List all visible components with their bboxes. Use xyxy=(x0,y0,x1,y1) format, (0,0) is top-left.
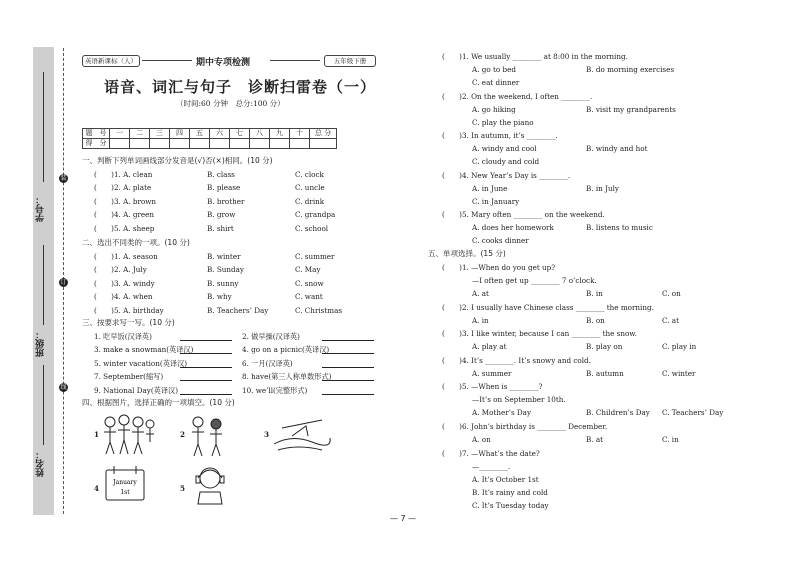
calendar-day: 1st xyxy=(120,489,130,496)
part1-heading: 一、判断下列单词画线部分发音是(√)否(×)相同。(10 分) xyxy=(82,156,273,165)
picture-label: 1 xyxy=(94,430,100,439)
question-stem: ( )5. Mary often ________ on the weekend. xyxy=(442,210,605,219)
option-b: B. listens to music xyxy=(586,223,653,232)
question-stem: ( )1. —When do you get up? xyxy=(442,263,556,272)
option-c: C. cloudy and cold xyxy=(472,157,540,166)
score-table xyxy=(82,128,337,149)
question-stem-line2: —I often get up ________ 7 o’clock. xyxy=(472,276,597,285)
translation-prompt: 9. National Day(英译汉) xyxy=(94,385,179,395)
option: B. autumn xyxy=(586,369,624,378)
score-header-cell: 五 xyxy=(190,129,210,139)
translation-prompt: 1. 吃早饭(汉译英) xyxy=(94,332,152,341)
part5-heading: 五、单项选择。(15 分) xyxy=(428,249,506,258)
question-choice-b: B. Teachers’ Day xyxy=(207,305,269,315)
score-cell[interactable] xyxy=(190,139,210,149)
binding-hole: 装 xyxy=(60,175,67,182)
option: B. at xyxy=(586,435,604,444)
question-choice-c: C. drink xyxy=(295,196,325,206)
translation-prompt: 5. winter vacation(英译汉) xyxy=(94,358,188,368)
question-choice-a: ( )1. A. season xyxy=(94,252,158,261)
picture-label: 4 xyxy=(94,484,100,493)
question-stem-line2: —________. xyxy=(472,462,511,471)
option: C. Teachers’ Day xyxy=(662,408,724,417)
class-label: 班级： xyxy=(36,330,46,357)
answer-blank[interactable] xyxy=(322,353,374,354)
picture-label: 5 xyxy=(180,484,186,493)
question-choice-a: ( )3. A. windy xyxy=(94,278,155,288)
score-cell[interactable] xyxy=(110,139,130,149)
translation-prompt: 4. go on a picnic(英译汉) xyxy=(242,345,330,355)
option-a: A. windy and cool xyxy=(472,144,537,153)
part4-heading: 四、根据图片，选择正确的一项填空。(10 分) xyxy=(82,398,235,407)
option: B. It’s rainy and cold xyxy=(472,488,548,497)
question-choice-b: B. winter xyxy=(207,252,241,261)
student-id-line xyxy=(43,72,44,182)
page-title: 语音、词汇与句子 诊断扫雷卷（一） xyxy=(104,78,377,96)
question-choice-c: C. May xyxy=(295,265,321,275)
option: B. in xyxy=(586,289,603,298)
part2-heading: 二、选出不同类的一项。(10 分) xyxy=(82,238,190,247)
option-a: A. does her homework xyxy=(472,223,554,232)
option: A. summer xyxy=(472,369,512,378)
option-b: B. visit my grandparents xyxy=(586,104,676,114)
question-stem: ( )2. I usually have Chinese class ________ the morning. xyxy=(442,303,654,312)
answer-blank[interactable] xyxy=(322,340,374,341)
option-c: C. in January xyxy=(472,196,520,206)
translation-prompt: 8. have(第三人称单数形式) xyxy=(242,372,332,382)
option-b: B. windy and hot xyxy=(586,144,648,153)
answer-blank[interactable] xyxy=(180,353,232,354)
option: A. in xyxy=(472,316,489,325)
score-cell[interactable] xyxy=(170,139,190,149)
question-choice-a: ( )2. A. July xyxy=(94,265,147,275)
header-rule xyxy=(270,60,320,61)
time-score-info: （时间:60 分钟 总分:100 分） xyxy=(176,99,285,108)
score-cell[interactable] xyxy=(130,139,150,149)
question-choice-b: B. brother xyxy=(207,196,245,206)
question-choice-a: ( )5. A. sheep xyxy=(94,223,155,233)
question-stem: ( )2. On the weekend, I often ________. xyxy=(442,91,593,101)
option: A. play at xyxy=(472,342,507,351)
header-rule xyxy=(142,60,192,61)
calendar-month: January xyxy=(113,479,137,486)
answer-blank[interactable] xyxy=(322,367,374,368)
music-boy-picture xyxy=(188,462,232,506)
question-stem: ( )3. I like winter, because I can ________ the snow. xyxy=(442,329,637,338)
question-choice-a: ( )3. A. brown xyxy=(94,196,157,206)
answer-blank[interactable] xyxy=(180,380,232,381)
class-line xyxy=(43,245,44,325)
question-stem: ( )1. We usually ________ at 8:00 in the morning. xyxy=(442,52,628,61)
name-line xyxy=(43,365,44,445)
option: B. play on xyxy=(586,342,623,351)
question-choice-c: C. uncle xyxy=(295,183,325,193)
option: B. Children’s Day xyxy=(586,408,650,417)
score-header-cell: 八 xyxy=(250,129,270,139)
option: A. on xyxy=(472,435,491,444)
score-header-cell: 十 xyxy=(290,129,310,139)
question-choice-b: B. why xyxy=(207,292,232,302)
option-c: C. eat dinner xyxy=(472,78,520,87)
answer-blank[interactable] xyxy=(322,394,374,395)
question-choice-c: C. summer xyxy=(295,252,335,261)
question-choice-a: ( )1. A. clean xyxy=(94,170,153,179)
question-choice-c: C. clock xyxy=(295,170,324,179)
unit-title: 期中专项检测 xyxy=(196,58,251,68)
score-header-cell: 总 分 xyxy=(310,129,337,139)
question-stem: ( )5. —When is ________? xyxy=(442,382,543,391)
question-choice-a: ( )4. A. when xyxy=(94,292,153,302)
option: C. It’s Tuesday today xyxy=(472,501,549,510)
option: A. Mother’s Day xyxy=(472,408,532,417)
score-cell[interactable] xyxy=(150,139,170,149)
option-b: B. do morning exercises xyxy=(586,65,675,74)
binding-hole: 订 xyxy=(60,279,67,286)
question-choice-c: C. want xyxy=(295,292,323,302)
option: A. at xyxy=(472,289,489,298)
question-choice-b: B. class xyxy=(207,170,235,179)
question-stem: ( )4. It’s ________. It’s snowy and cold. xyxy=(442,356,591,365)
grade-tag: 五年级下册 xyxy=(324,55,376,67)
score-cell[interactable] xyxy=(310,139,337,149)
question-choice-b: B. shirt xyxy=(207,223,234,233)
translation-prompt: 3. make a snowman(英译汉) xyxy=(94,345,194,355)
answer-blank[interactable] xyxy=(180,367,232,368)
option-b: B. in July xyxy=(586,183,619,193)
option-a: A. go hiking xyxy=(472,104,516,114)
question-choice-b: B. sunny xyxy=(207,278,239,288)
score-header-cell: 七 xyxy=(230,129,250,139)
score-header-cell: 六 xyxy=(210,129,230,139)
picture-label: 3 xyxy=(264,430,270,439)
question-choice-a: ( )2. A. plate xyxy=(94,183,152,193)
question-choice-c: C. school xyxy=(295,223,329,233)
answer-blank[interactable] xyxy=(180,394,232,395)
question-choice-c: C. Christmas xyxy=(295,305,343,315)
score-header-cell: 三 xyxy=(150,129,170,139)
option: C. on xyxy=(662,289,681,298)
score-header-cell: 二 xyxy=(130,129,150,139)
option-a: A. in June xyxy=(472,183,508,193)
question-choice-c: C. grandpa xyxy=(295,210,336,220)
question-choice-b: B. grow xyxy=(207,210,236,220)
answer-blank[interactable] xyxy=(180,340,232,341)
answer-blank[interactable] xyxy=(322,380,374,381)
score-header-cell: 一 xyxy=(110,129,130,139)
translation-prompt: 2. 做早操(汉译英) xyxy=(242,332,300,341)
question-choice-c: C. snow xyxy=(295,278,324,288)
question-choice-b: B. Sunday xyxy=(207,265,244,275)
translation-prompt: 7. September(缩写) xyxy=(94,372,164,382)
option: C. at xyxy=(662,316,679,325)
part3-heading: 三、按要求写一写。(10 分) xyxy=(82,318,175,327)
calendar-picture xyxy=(102,464,148,504)
picture-label: 2 xyxy=(180,430,186,439)
option-a: A. go to bed xyxy=(472,65,516,74)
student-id-label: 学号： xyxy=(36,195,46,222)
score-cell[interactable] xyxy=(250,139,270,149)
score-header-cell: 题 号 xyxy=(83,129,110,139)
score-cell[interactable] xyxy=(290,139,310,149)
binding-hole: 线 xyxy=(60,384,67,391)
translation-prompt: 6. 一月(汉译英) xyxy=(242,358,293,368)
option: C. play in xyxy=(662,342,697,351)
name-label: 姓名： xyxy=(36,450,46,477)
score-row-label: 得 分 xyxy=(83,139,110,149)
question-choice-a: ( )5. A. birthday xyxy=(94,305,164,315)
score-cell[interactable] xyxy=(270,139,290,149)
score-cell[interactable] xyxy=(210,139,230,149)
edition-tag: 英语新课标（人） xyxy=(82,55,140,67)
option: C. in xyxy=(662,435,679,444)
score-header-cell: 九 xyxy=(270,129,290,139)
option: C. winter xyxy=(662,369,696,378)
option: A. It’s October 1st xyxy=(472,475,539,484)
question-choice-b: B. please xyxy=(207,183,241,193)
snow-scene-picture xyxy=(272,414,332,458)
question-choice-a: ( )4. A. green xyxy=(94,210,155,220)
option: B. on xyxy=(586,316,605,325)
question-stem-line2: —It’s on September 10th. xyxy=(472,395,566,404)
translation-prompt: 10. we’ll(完整形式) xyxy=(242,385,308,395)
question-stem: ( )6. John’s birthday is ________ December. xyxy=(442,422,608,431)
option-c: C. play the piano xyxy=(472,117,534,127)
family-picture xyxy=(186,414,230,458)
score-cell[interactable] xyxy=(230,139,250,149)
question-stem: ( )7. —What’s the date? xyxy=(442,449,540,458)
question-stem: ( )3. In autumn, it’s ________. xyxy=(442,131,558,140)
kids-picture xyxy=(100,412,156,458)
question-stem: ( )4. New Year’s Day is ________. xyxy=(442,170,571,180)
option-c: C. cooks dinner xyxy=(472,236,529,245)
page-number: — 7 — xyxy=(390,514,417,523)
score-header-cell: 四 xyxy=(170,129,190,139)
